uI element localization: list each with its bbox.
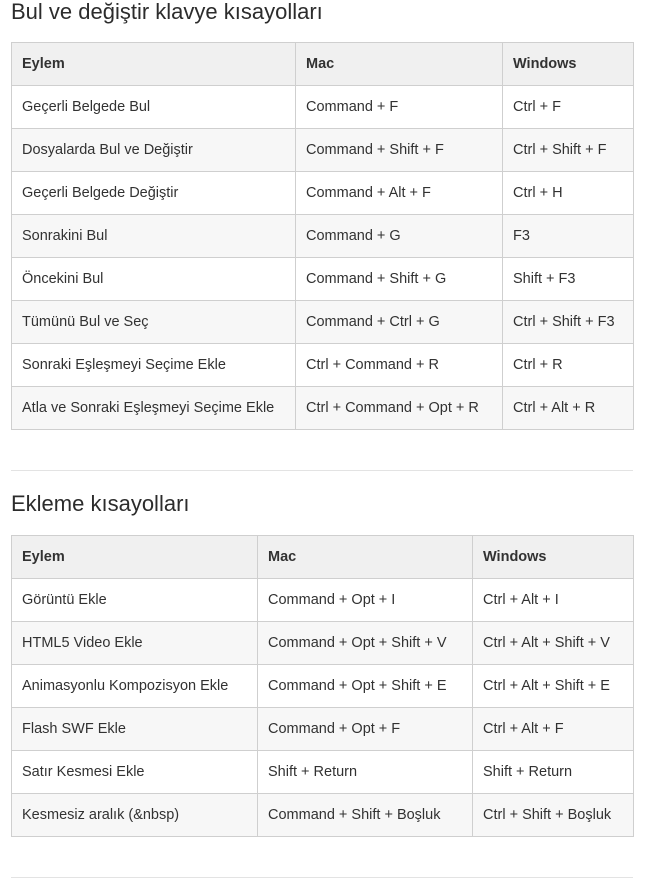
- mac-shortcut-cell: Ctrl + Command + R: [296, 344, 503, 387]
- column-header-action: Eylem: [12, 43, 296, 86]
- table-row: [12, 794, 634, 837]
- action-cell: Atla ve Sonraki Eşleşmeyi Seçime Ekle: [12, 387, 296, 430]
- table-row: [12, 665, 634, 708]
- action-cell: Dosyalarda Bul ve Değiştir: [12, 129, 296, 172]
- mac-shortcut-cell: Ctrl + Command + Opt + R: [296, 387, 503, 430]
- column-header-mac: Mac: [296, 43, 503, 86]
- windows-shortcut-cell: Ctrl + Shift + Boşluk: [473, 794, 634, 837]
- column-header-windows: Windows: [503, 43, 634, 86]
- mac-shortcut-cell: Command + Opt + F: [258, 708, 473, 751]
- table-row: [12, 172, 634, 215]
- table-row: [12, 129, 634, 172]
- mac-shortcut-cell: Command + Shift + G: [296, 258, 503, 301]
- mac-shortcut-cell: Command + Shift + Boşluk: [258, 794, 473, 837]
- table-row: [12, 301, 634, 344]
- action-cell: Öncekini Bul: [12, 258, 296, 301]
- mac-shortcut-cell: Command + G: [296, 215, 503, 258]
- windows-shortcut-cell: Ctrl + R: [503, 344, 634, 387]
- action-cell: Geçerli Belgede Değiştir: [12, 172, 296, 215]
- mac-shortcut-cell: Command + F: [296, 86, 503, 129]
- windows-shortcut-cell: Ctrl + Shift + F3: [503, 301, 634, 344]
- mac-shortcut-cell: Shift + Return: [258, 751, 473, 794]
- mac-shortcut-cell: Command + Alt + F: [296, 172, 503, 215]
- action-cell: Animasyonlu Kompozisyon Ekle: [12, 665, 258, 708]
- table-row: [12, 344, 634, 387]
- action-cell: Tümünü Bul ve Seç: [12, 301, 296, 344]
- table-row: [12, 579, 634, 622]
- action-cell: Sonraki Eşleşmeyi Seçime Ekle: [12, 344, 296, 387]
- table-row: [12, 708, 634, 751]
- table-row: [12, 258, 634, 301]
- action-cell: Flash SWF Ekle: [12, 708, 258, 751]
- action-cell: Satır Kesmesi Ekle: [12, 751, 258, 794]
- find-replace-shortcuts-table: [11, 42, 634, 430]
- windows-shortcut-cell: Ctrl + Alt + Shift + V: [473, 622, 634, 665]
- column-header-mac: Mac: [258, 536, 473, 579]
- table-header-row: [12, 536, 634, 579]
- action-cell: HTML5 Video Ekle: [12, 622, 258, 665]
- windows-shortcut-cell: Ctrl + H: [503, 172, 634, 215]
- action-cell: Geçerli Belgede Bul: [12, 86, 296, 129]
- section-title-find-replace: Bul ve değiştir klavye kısayolları: [11, 0, 323, 24]
- windows-shortcut-cell: Ctrl + Alt + F: [473, 708, 634, 751]
- action-cell: Görüntü Ekle: [12, 579, 258, 622]
- mac-shortcut-cell: Command + Ctrl + G: [296, 301, 503, 344]
- table-row: [12, 86, 634, 129]
- section-divider: [11, 470, 633, 471]
- mac-shortcut-cell: Command + Opt + Shift + E: [258, 665, 473, 708]
- section-title-insert: Ekleme kısayolları: [11, 491, 190, 516]
- table-row: [12, 387, 634, 430]
- windows-shortcut-cell: Shift + F3: [503, 258, 634, 301]
- windows-shortcut-cell: Ctrl + F: [503, 86, 634, 129]
- table-header-row: [12, 43, 634, 86]
- table-row: [12, 215, 634, 258]
- column-header-windows: Windows: [473, 536, 634, 579]
- column-header-action: Eylem: [12, 536, 258, 579]
- mac-shortcut-cell: Command + Opt + Shift + V: [258, 622, 473, 665]
- mac-shortcut-cell: Command + Shift + F: [296, 129, 503, 172]
- windows-shortcut-cell: F3: [503, 215, 634, 258]
- windows-shortcut-cell: Ctrl + Alt + I: [473, 579, 634, 622]
- insert-shortcuts-table: [11, 535, 634, 837]
- windows-shortcut-cell: Ctrl + Alt + Shift + E: [473, 665, 634, 708]
- windows-shortcut-cell: Ctrl + Alt + R: [503, 387, 634, 430]
- section-divider: [11, 877, 633, 878]
- mac-shortcut-cell: Command + Opt + I: [258, 579, 473, 622]
- table-row: [12, 751, 634, 794]
- windows-shortcut-cell: Ctrl + Shift + F: [503, 129, 634, 172]
- action-cell: Sonrakini Bul: [12, 215, 296, 258]
- table-row: [12, 622, 634, 665]
- action-cell: Kesmesiz aralık (&nbsp): [12, 794, 258, 837]
- windows-shortcut-cell: Shift + Return: [473, 751, 634, 794]
